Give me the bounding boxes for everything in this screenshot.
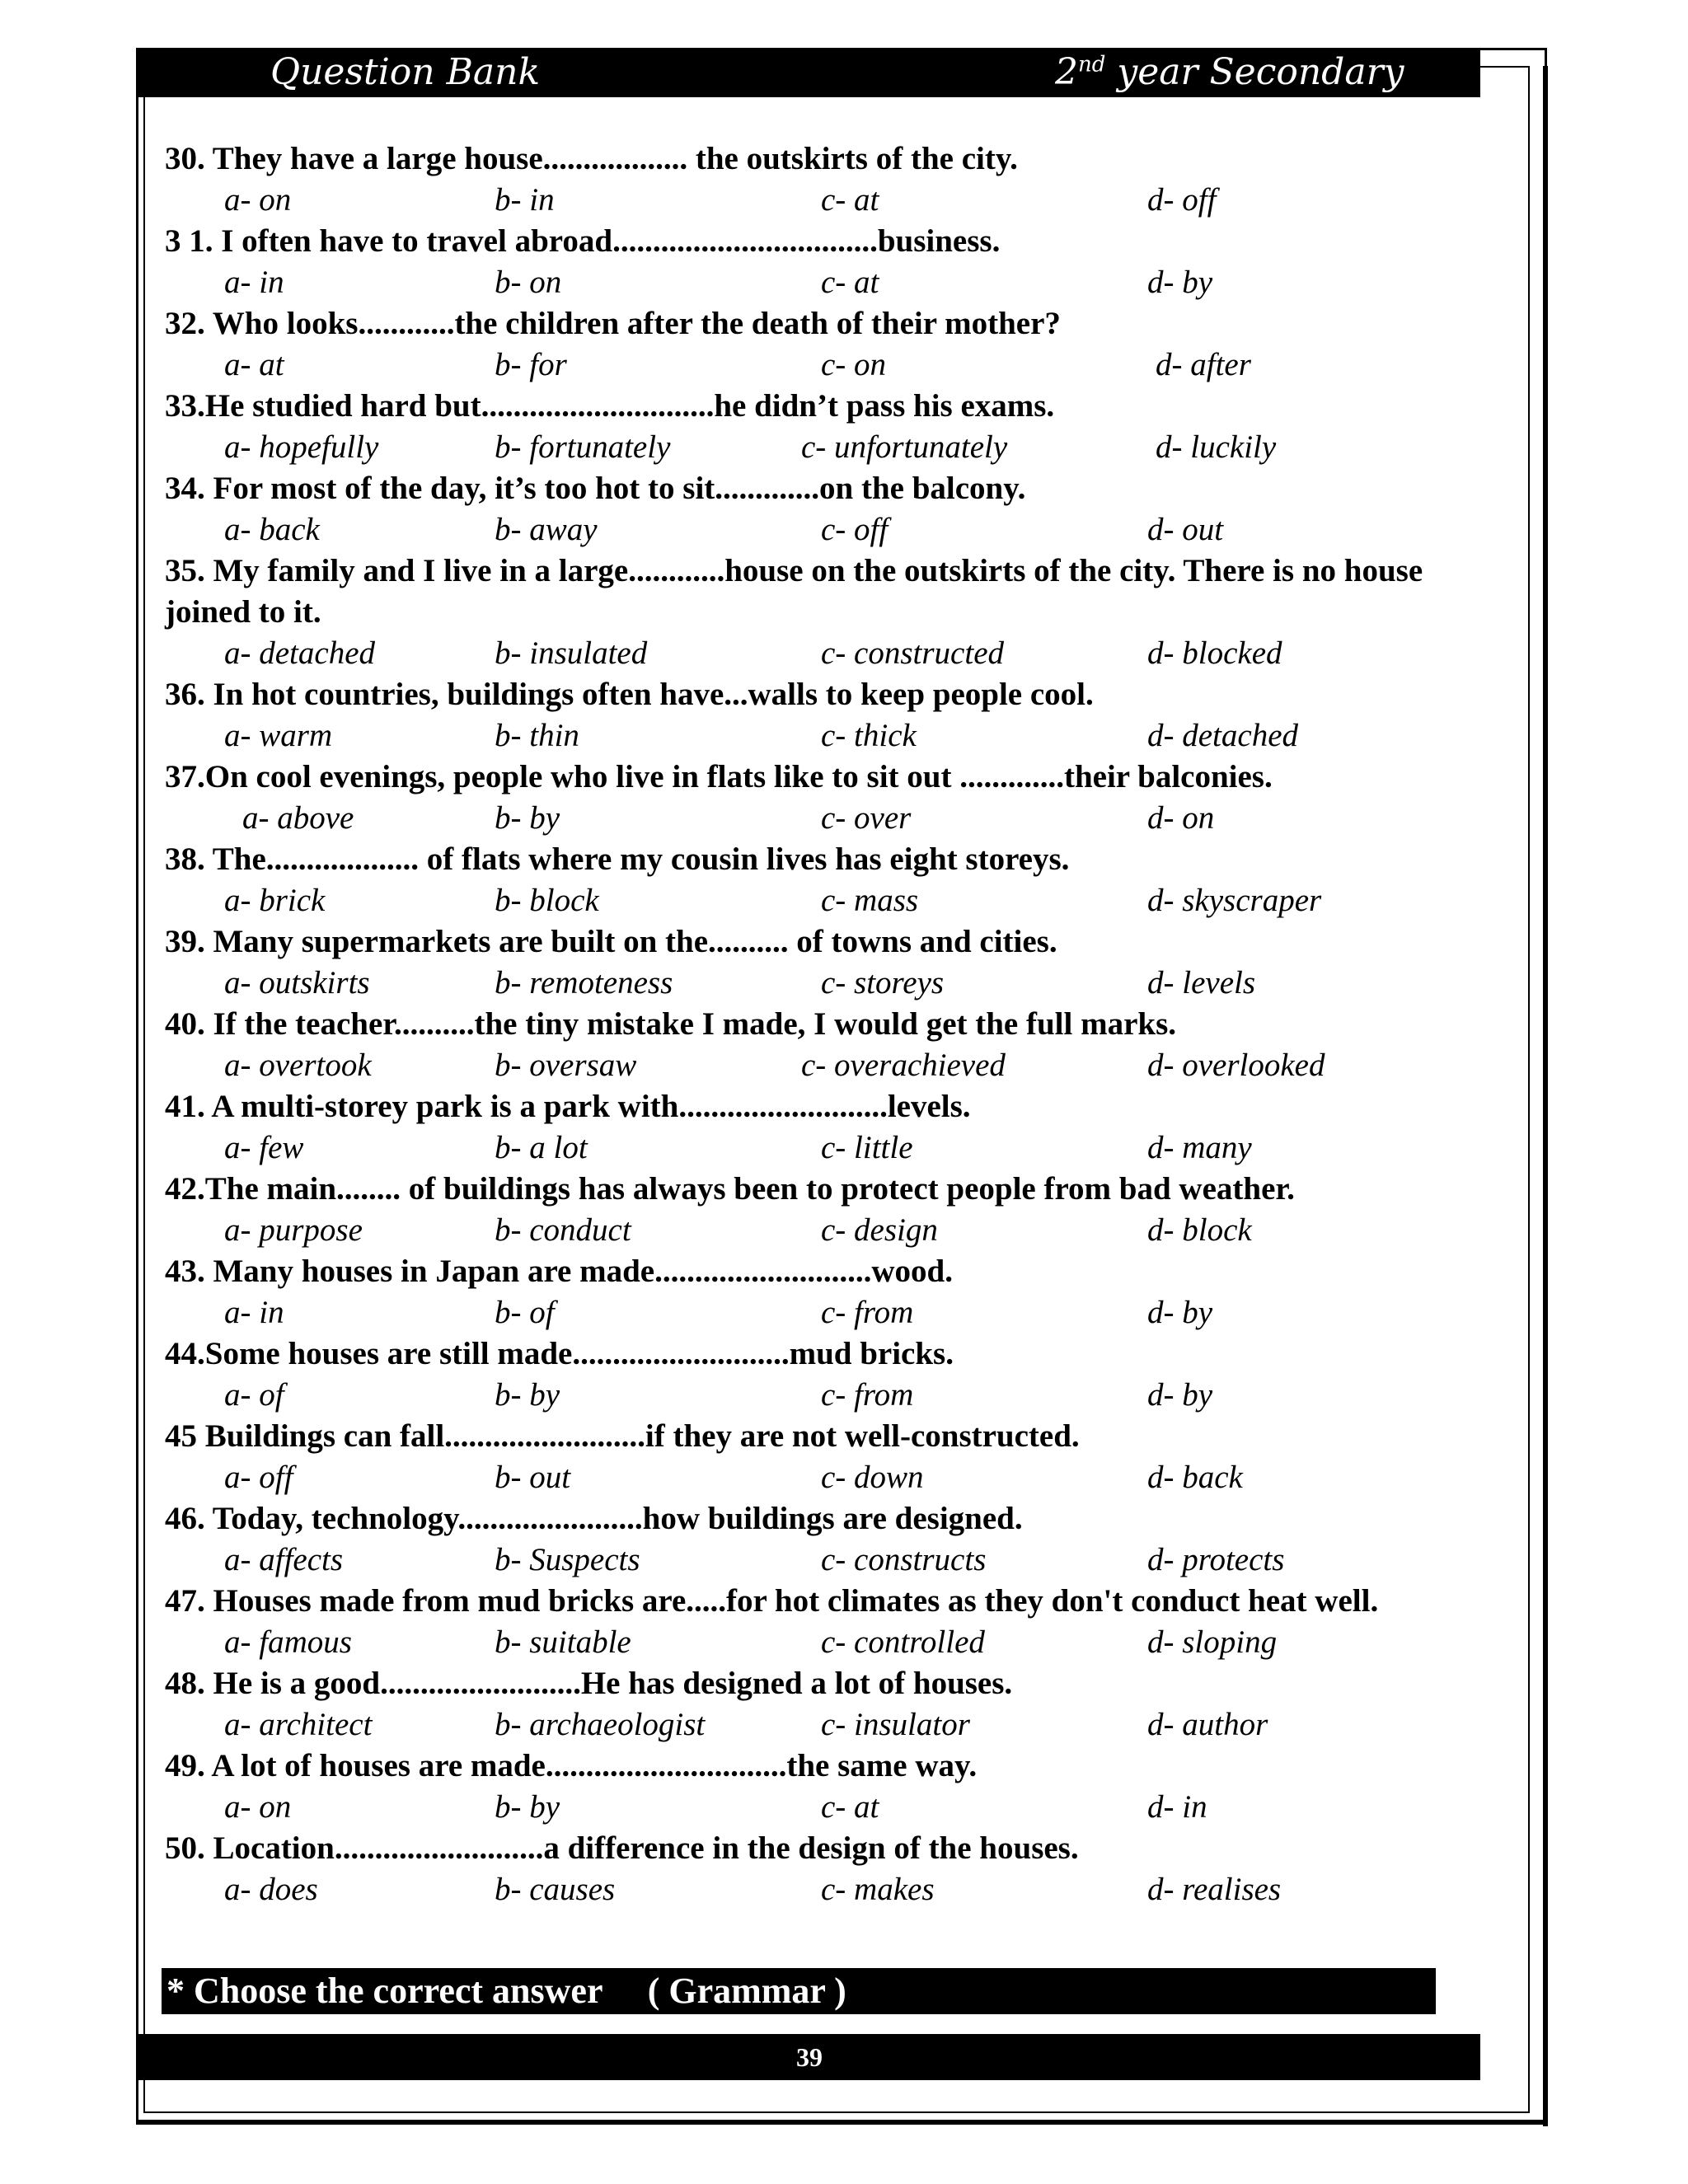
option-b: b- Suspects [495, 1542, 640, 1577]
option-b: b- suitable [495, 1624, 631, 1660]
question-text: 43. Many houses in Japan are made...........................wood. [165, 1254, 953, 1289]
option-a: a- in [224, 265, 284, 300]
option-a: a- off [224, 1460, 293, 1495]
section-subtitle: ( Grammar ) [647, 1971, 846, 2011]
option-c: c- constructed [821, 635, 1005, 671]
options-row [165, 1210, 1484, 1251]
options-row [165, 963, 1484, 1004]
question-text: 45 Buildings can fall.........................if they are not well-constructed. [165, 1418, 1080, 1454]
option-b: b- block [495, 883, 599, 918]
option-d: d- after [1156, 347, 1251, 382]
option-a: a- does [224, 1872, 318, 1907]
options-row [165, 1127, 1484, 1169]
option-a: a- of [224, 1377, 284, 1413]
question-text: 32. Who looks............the children after the death of their mother? [165, 306, 1061, 341]
option-d: d- back [1147, 1460, 1243, 1495]
option-c: c- from [821, 1295, 914, 1330]
option-b: b- of [495, 1295, 555, 1330]
section-heading [162, 1968, 1436, 2014]
option-a: a- affects [224, 1542, 344, 1577]
option-c: c- constructs [821, 1542, 987, 1577]
option-d: d- author [1147, 1707, 1268, 1742]
frame-shadow-right [1543, 66, 1548, 2126]
option-c: c- at [821, 265, 879, 300]
option-b: b- thin [495, 718, 579, 753]
option-c: c- overachieved [801, 1047, 1006, 1083]
options-row [165, 633, 1484, 674]
option-d: d- many [1147, 1130, 1252, 1165]
question-text: 37.On cool evenings, people who live in flats like to sit out .............their balconies. [165, 759, 1273, 794]
options-row [165, 1787, 1484, 1828]
question-text: 35. My family and I live in a large............house on the outskirts of the city. There is no house joined to it. [165, 553, 1423, 630]
options-row [165, 180, 1484, 221]
option-c: c- at [821, 1789, 879, 1825]
option-b: b- a lot [495, 1130, 588, 1165]
question-text: 36. In hot countries, buildings often have...walls to keep people cool. [165, 677, 1094, 712]
option-a: a- at [224, 347, 284, 382]
option-a: a- purpose [224, 1212, 363, 1248]
option-c: c- off [821, 512, 889, 547]
options-row [165, 262, 1484, 303]
option-b: b- remoteness [495, 965, 673, 1001]
header-grade-sup: nd [1078, 52, 1106, 77]
option-d: d- protects [1147, 1542, 1285, 1577]
option-d: d- by [1147, 1377, 1213, 1413]
frame-shadow-bottom [136, 2120, 1548, 2125]
option-b: b- oversaw [495, 1047, 637, 1083]
question-text: 47. Houses made from mud bricks are.....for hot climates as they don't conduct heat well. [165, 1583, 1379, 1619]
option-a: a- overtook [224, 1047, 372, 1083]
question-text: 50. Location..........................a difference in the design of the houses. [165, 1830, 1079, 1866]
option-b: b- away [495, 512, 598, 547]
header-grade [1055, 51, 1404, 93]
option-d: d- by [1147, 1295, 1213, 1330]
option-b: b- insulated [495, 635, 648, 671]
options-row [165, 1540, 1484, 1581]
option-c: c- over [821, 800, 912, 836]
option-c: c- makes [821, 1872, 935, 1907]
option-a: a- on [224, 1789, 292, 1825]
option-c: c- thick [821, 718, 917, 753]
question-text: 39. Many supermarkets are built on the.......... of towns and cities. [165, 924, 1057, 959]
option-b: b- fortunately [495, 429, 671, 465]
option-b: b- by [495, 1377, 560, 1413]
options-row [165, 344, 1484, 386]
options-row [165, 1045, 1484, 1086]
option-a: a- back [224, 512, 320, 547]
footer-bar [138, 2034, 1480, 2080]
question-text: 3 1. I often have to travel abroad.................................business. [165, 223, 1001, 259]
option-b: b- on [495, 265, 562, 300]
options-row [165, 1704, 1484, 1746]
option-d: d- on [1147, 800, 1215, 836]
option-b: b- conduct [495, 1212, 631, 1248]
option-b: b- by [495, 1789, 560, 1825]
option-a: a- hopefully [224, 429, 379, 465]
options-row [165, 427, 1484, 468]
option-a: a- above [242, 800, 354, 836]
options-row [165, 1375, 1484, 1416]
header-bar [138, 48, 1480, 97]
option-c: c- controlled [821, 1624, 985, 1660]
options-row [165, 1869, 1484, 1910]
option-c: c- design [821, 1212, 938, 1248]
question-text: 42.The main........ of buildings has always been to protect people from bad weather. [165, 1171, 1295, 1207]
option-a: a- architect [224, 1707, 373, 1742]
question-text: 40. If the teacher..........the tiny mistake I made, I would get the full marks. [165, 1006, 1176, 1042]
option-a: a- detached [224, 635, 376, 671]
option-d: d- by [1147, 265, 1213, 300]
question-text: 34. For most of the day, it’s too hot to sit.............on the balcony. [165, 471, 1026, 506]
option-d: d- sloping [1147, 1624, 1278, 1660]
option-b: b- causes [495, 1872, 616, 1907]
header-grade-number: 2 [1055, 51, 1078, 93]
option-c: c- little [821, 1130, 913, 1165]
page-number: 39 [796, 2042, 823, 2072]
option-d: d- realises [1147, 1872, 1282, 1907]
question-text: 33.He studied hard but.............................he didn’t pass his exams. [165, 388, 1055, 424]
option-c: c- down [821, 1460, 924, 1495]
option-d: d- overlooked [1147, 1047, 1325, 1083]
question-text: 38. The................... of flats where my cousin lives has eight storeys. [165, 841, 1070, 877]
option-c: c- unfortunately [801, 429, 1008, 465]
question-text: 49. A lot of houses are made..............................the same way. [165, 1748, 978, 1783]
question-list [165, 138, 1484, 1910]
option-a: a- on [224, 182, 292, 218]
option-d: d- block [1147, 1212, 1252, 1248]
option-c: c- storeys [821, 965, 945, 1001]
question-text: 41. A multi-storey park is a park with..........................levels. [165, 1089, 971, 1124]
option-c: c- on [821, 347, 887, 382]
option-c: c- from [821, 1377, 914, 1413]
question-text: 44.Some houses are still made...........................mud bricks. [165, 1336, 954, 1371]
header-title: Question Bank [270, 51, 541, 93]
option-a: a- in [224, 1295, 284, 1330]
option-c: c- mass [821, 883, 919, 918]
options-row [165, 1457, 1484, 1498]
option-d: d- off [1147, 182, 1217, 218]
option-a: a- outskirts [224, 965, 370, 1001]
option-a: a- famous [224, 1624, 352, 1660]
options-row [165, 880, 1484, 921]
options-row [165, 1292, 1484, 1333]
question-text: 30. They have a large house.................. the outskirts of the city. [165, 141, 1018, 176]
option-d: d- luckily [1156, 429, 1277, 465]
option-b: b- in [495, 182, 555, 218]
option-d: d- out [1147, 512, 1224, 547]
option-d: d- skyscraper [1147, 883, 1322, 918]
option-d: d- blocked [1147, 635, 1282, 671]
header-grade-text: year Secondary [1105, 51, 1404, 93]
options-row [165, 798, 1484, 839]
section-title: * Choose the correct answer [166, 1971, 603, 2011]
option-d: d- detached [1147, 718, 1299, 753]
option-b: b- archaeologist [495, 1707, 706, 1742]
option-d: d- levels [1147, 965, 1256, 1001]
option-a: a- few [224, 1130, 304, 1165]
option-c: c- at [821, 182, 879, 218]
option-b: b- for [495, 347, 567, 382]
option-c: c- insulator [821, 1707, 970, 1742]
options-row [165, 509, 1484, 551]
question-text: 46. Today, technology.......................how buildings are designed. [165, 1501, 1023, 1536]
option-b: b- by [495, 800, 560, 836]
option-a: a- brick [224, 883, 326, 918]
option-a: a- warm [224, 718, 333, 753]
options-row [165, 1622, 1484, 1663]
option-d: d- in [1147, 1789, 1207, 1825]
option-b: b- out [495, 1460, 571, 1495]
options-row [165, 715, 1484, 757]
question-text: 48. He is a good.........................He has designed a lot of houses. [165, 1666, 1013, 1701]
